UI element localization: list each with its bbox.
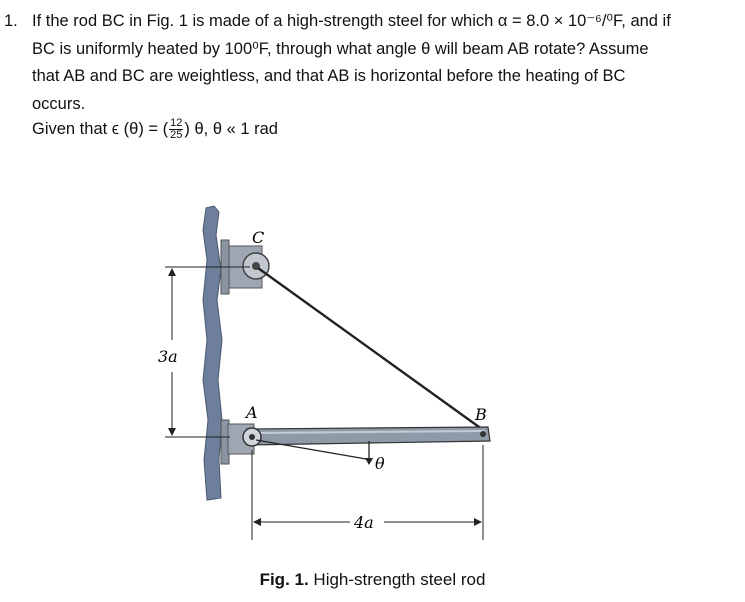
theta-arrow-head — [365, 458, 373, 465]
problem-text — [32, 8, 738, 118]
dim-3a-arrow-bottom — [168, 428, 176, 436]
dim-3a-arrow-top — [168, 268, 176, 276]
pin-a-center — [249, 434, 255, 440]
dim-4a-arrow-right — [474, 518, 482, 526]
problem-line-4: occurs. — [32, 94, 86, 113]
label-3a: 3a — [158, 347, 178, 366]
caption-label: Fig. 1. — [259, 570, 309, 589]
rod-figure — [150, 195, 570, 555]
label-4a: 4a — [354, 513, 374, 532]
label-a: A — [246, 403, 258, 422]
figure-caption — [0, 570, 745, 590]
fraction-denominator: 25 — [170, 129, 183, 141]
pin-b — [480, 431, 486, 437]
caption-text: High-strength steel rod — [308, 570, 486, 589]
label-theta: θ — [375, 454, 385, 473]
problem-number: 1. — [4, 12, 18, 30]
wall — [203, 206, 222, 500]
dim-4a-arrow-left — [253, 518, 261, 526]
given-fraction — [169, 118, 183, 141]
given-suffix: ) θ, θ « 1 rad — [184, 119, 278, 138]
problem-line-3: that AB and BC are weightless, and that AB is horizontal before the heating of BC — [32, 67, 626, 85]
label-b: B — [475, 405, 487, 424]
given-prefix: Given that ϵ (θ) = ( — [32, 119, 169, 138]
given-statement — [32, 118, 278, 141]
fraction-numerator: 12 — [170, 117, 183, 129]
rod-bc — [258, 268, 486, 432]
problem-line-2: BC is uniformly heated by 100⁰F, through what angle θ will beam AB rotate? Assume — [32, 39, 649, 58]
problem-line-1: If the rod BC in Fig. 1 is made of a high-strength steel for which α = 8.0 × 10⁻⁶/⁰F, and if — [32, 12, 671, 30]
label-c: C — [252, 228, 265, 247]
